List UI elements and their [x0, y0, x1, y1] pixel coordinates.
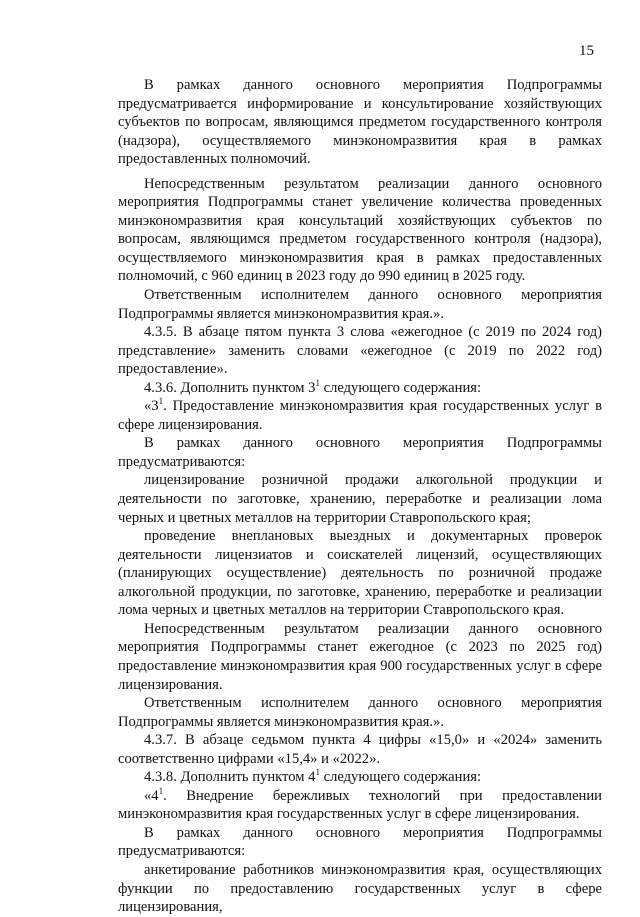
- paragraph: лицензирование розничной продажи алкогольной продукции и деятельности по заготовке, хранению, переработке и реализации лома черных и цветных металлов на территории Ставропольского края;: [118, 472, 602, 526]
- paragraph: «$4^1$. Внедрение бережливых технологий при предоставлении минэкономразвития края государственных услуг в сфере лицензирования.: [118, 785, 602, 823]
- paragraph: проведение внеплановых выездных и документарных проверок деятельности лицензиатов и соискателей лицензий, осуществляющих (планирующих осуществление) деятельность по розничной продаже алкогольной продукции, по заготовке, хранению, переработке и реализации лома черных и цветных металлов на территории Ставропольского края.: [118, 528, 602, 619]
- paragraph: анкетирование работников минэкономразвития края, осуществляющих функции по предоставлению государственных услуг в сфере лицензирования,: [118, 861, 602, 916]
- paragraph: В рамках данного основного мероприятия Подпрограммы предусматриваются:: [118, 824, 602, 860]
- paragraph: В рамках данного основного мероприятия Подпрограммы предусматриваются:: [118, 435, 602, 470]
- paragraph: 4.3.7. В абзаце седьмом пункта 4 цифры «15,0» и «2024» заменить соответственно цифрами «15,4» и «2022».: [118, 732, 602, 767]
- paragraph: Непосредственным результатом реализации данного основного мероприятия Подпрограммы станет ежегодное (с 2023 по 2025 год) предоставление минэкономразвития края 900 государственных услуг в сфере лицензирования.: [118, 620, 602, 693]
- paragraph: 4.3.8. Дополнить пунктом $4^1$ следующего содержания:: [144, 767, 482, 786]
- superscript-one: 1: [315, 767, 320, 778]
- paragraph: Непосредственным результатом реализации данного основного мероприятия Подпрограммы станет увеличение количества проведенных минэкономразвития края консультаций хозяйствующих субъектов по вопросам, являющимся предметом государственного контроля (надзора), осуществляемого минэкономразвития края в рамках предоставленных полномочий, с 960 единиц в 2023 году до 990 единиц в 2025 году.: [118, 175, 602, 285]
- superscript-one: 1: [158, 785, 164, 796]
- paragraph: 4.3.6. Дополнить пунктом $3^1$ следующего содержания:: [144, 377, 482, 396]
- paragraph: Ответственным исполнителем данного основного мероприятия Подпрограммы является минэкономразвития края.».: [118, 287, 602, 322]
- paragraph: В рамках данного основного мероприятия Подпрограммы предусматривается информирование и консультирование хозяйствующих субъектов по вопросам, являющимся предметом государственного контроля (надзора), осуществляемого минэкономразвития края в рамках предоставленных полномочий.: [118, 77, 602, 168]
- superscript-one: 1: [315, 377, 320, 388]
- paragraph: 4.3.5. В абзаце пятом пункта 3 слова «ежегодное (с 2019 по 2024 год) представление» заменить словами «ежегодное (с 2019 по 2022 год) предоставление».: [118, 324, 602, 378]
- superscript-one: 1: [158, 396, 164, 407]
- paragraph: Ответственным исполнителем данного основного мероприятия Подпрограммы является минэкономразвития края.».: [118, 695, 602, 730]
- page-number: 15: [579, 43, 594, 59]
- paragraph: «$3^1$. Предоставление минэкономразвития края государственных услуг в сфере лицензирования.: [118, 396, 602, 433]
- document-body: [118, 76, 602, 917]
